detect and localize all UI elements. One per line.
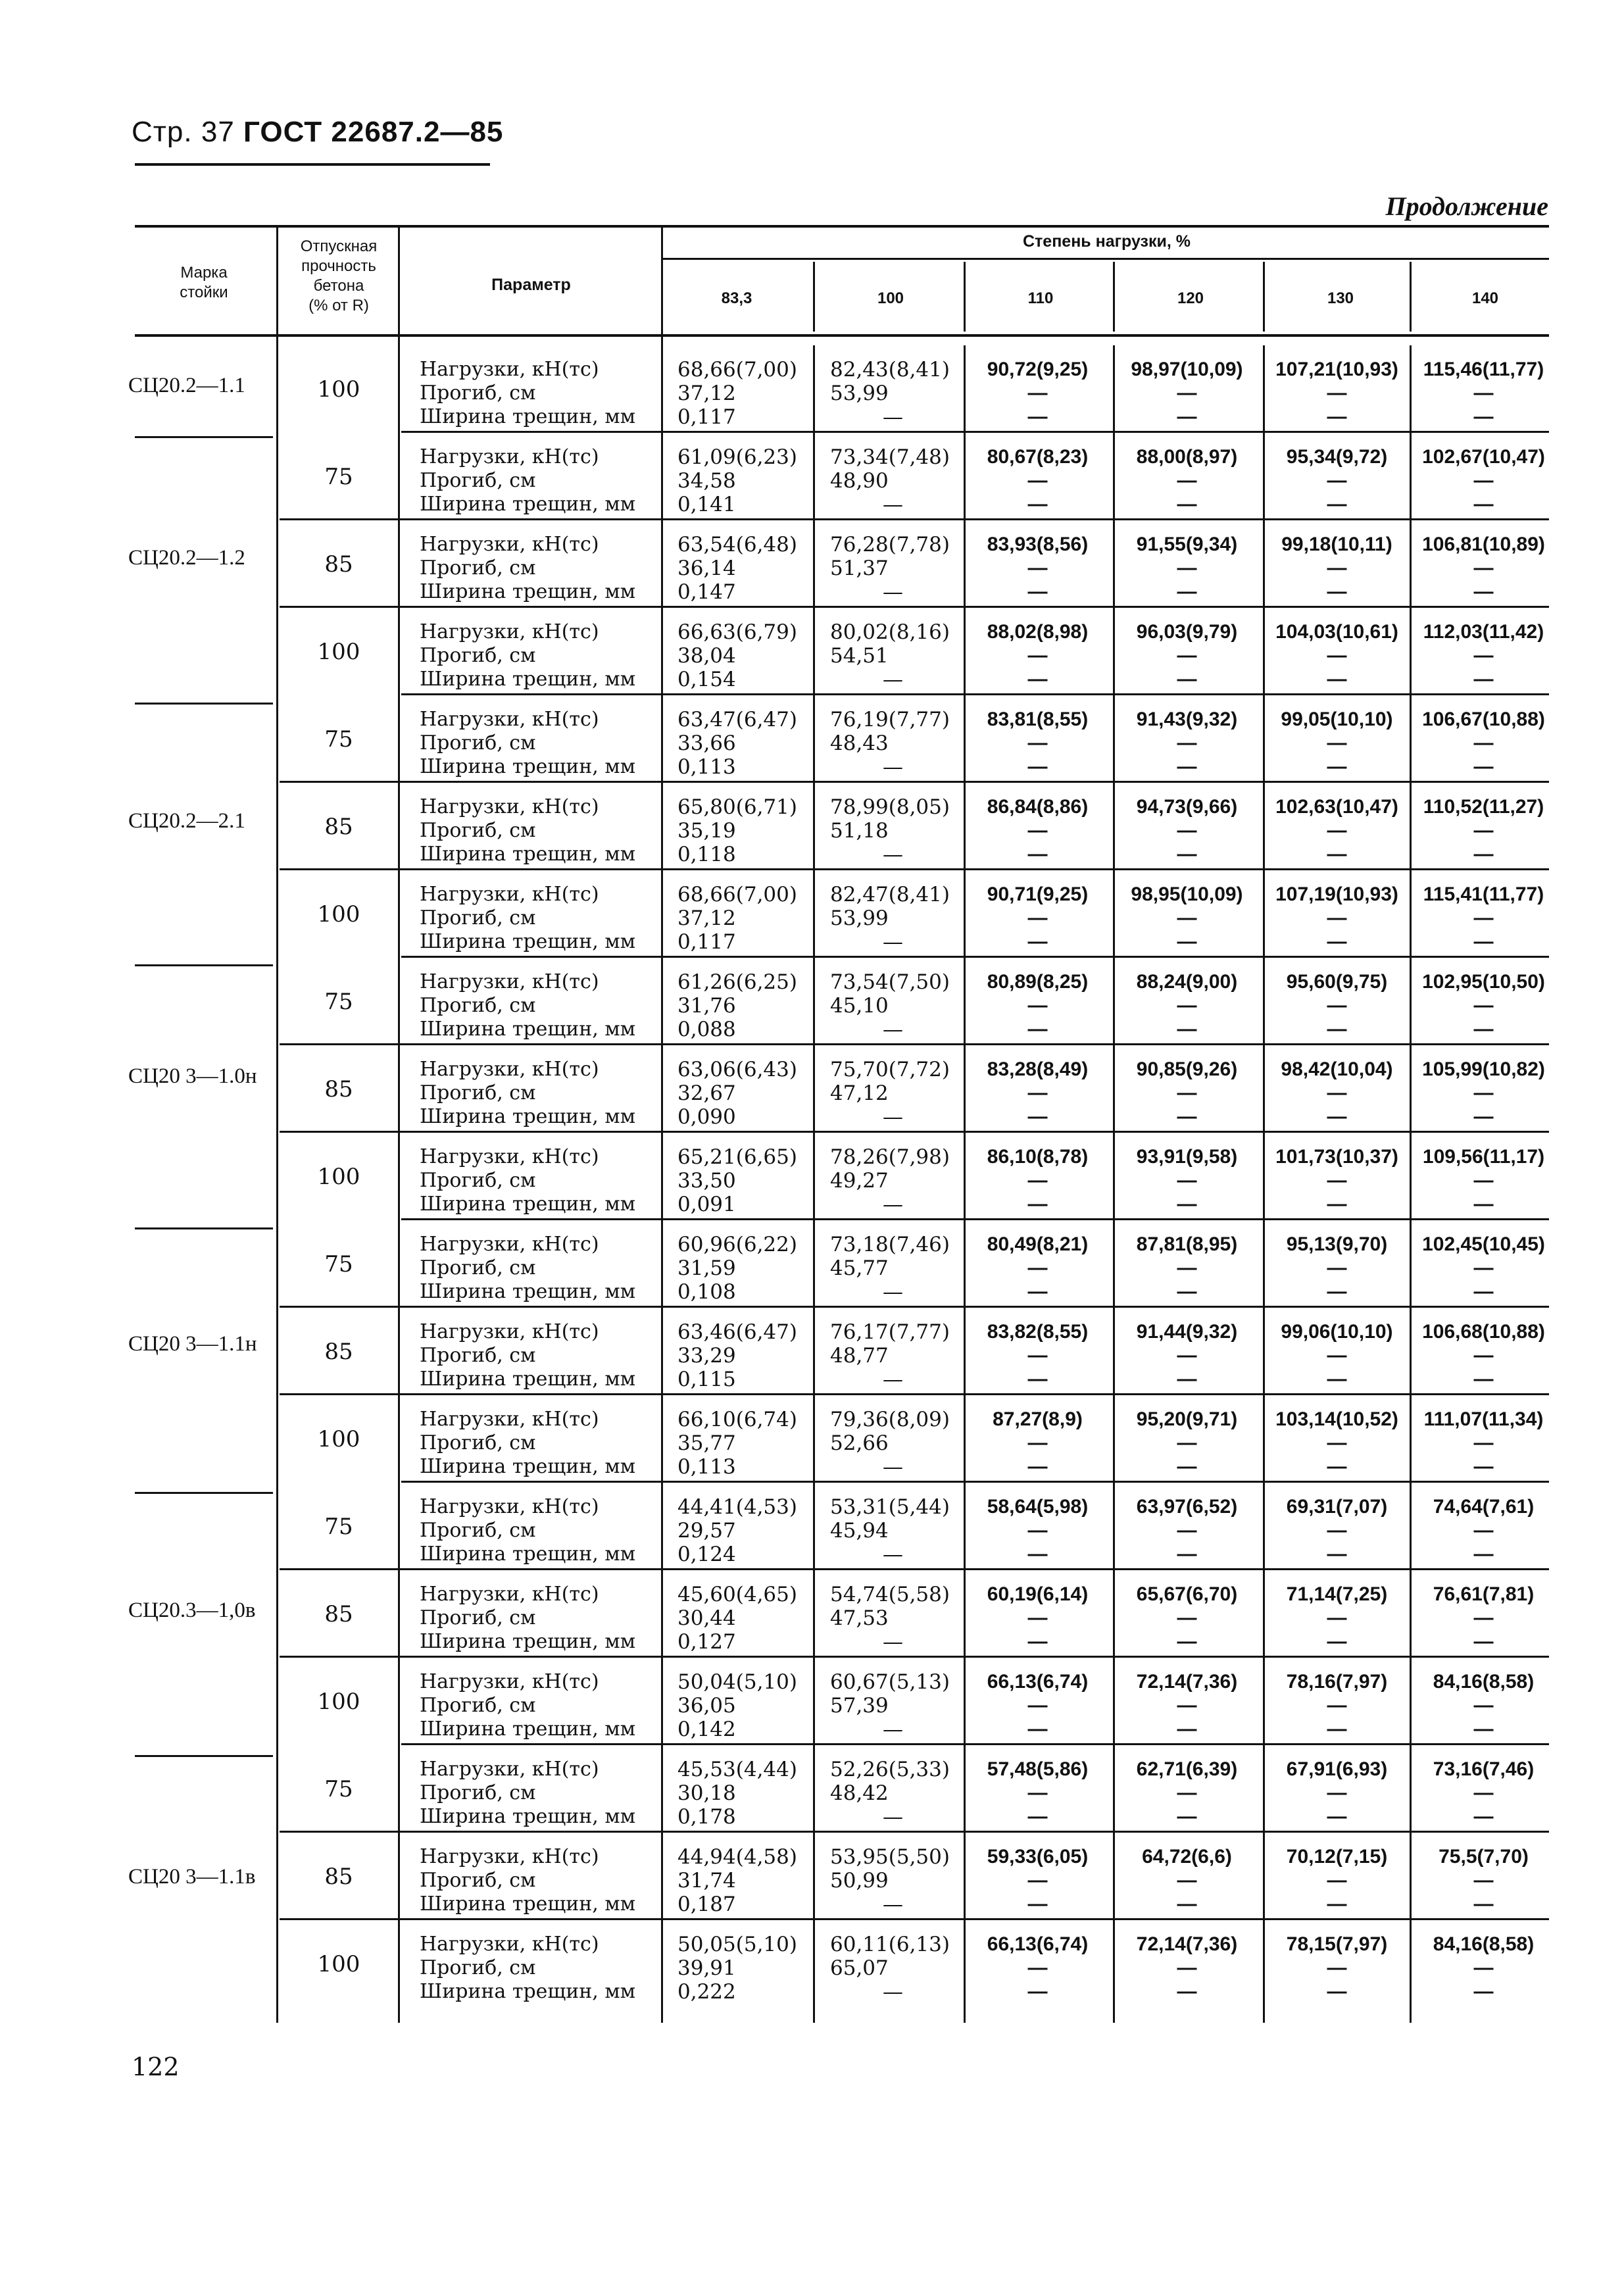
group-mark: СЦ20.2—1.2: [128, 546, 245, 570]
pct-sep: [1113, 262, 1115, 332]
table-row: 85 Нагрузки, кН(тс) Прогиб, см Ширина трещин, мм 63,54(6,48) 36,14 0,147 76,28(7,78) 51,37 — 83,93(8,56) — — 91,55(9,34) — — 99,18(10,11) — — 106,81(10,89) — —: [0, 524, 1624, 611]
group-mark: СЦ20.3—1,0в: [128, 1598, 256, 1622]
table-row: 75 Нагрузки, кН(тс) Прогиб, см Ширина трещин, мм 61,09(6,23) 34,58 0,141 73,34(7,48) 48,90 — 80,67(8,23) — — 88,00(8,97) — — 95,34(9,72) — — 102,67(10,47) — —: [0, 436, 1624, 524]
continuation-label: Продолжение: [1385, 191, 1548, 221]
pct-sep: [964, 262, 966, 332]
table-row: 100 Нагрузки, кН(тс) Прогиб, см Ширина трещин, мм 65,21(6,65) 33,50 0,091 78,26(7,98) 49,27 — 86,10(8,78) — — 93,91(9,58) — — 101,73(10,37) — — 109,56(11,17) — —: [0, 1136, 1624, 1224]
page-number: 122: [132, 2052, 180, 2081]
table-row: 85 Нагрузки, кН(тс) Прогиб, см Ширина трещин, мм 65,80(6,71) 35,19 0,118 78,99(8,05) 51,18 — 86,84(8,86) — — 94,73(9,66) — — 102,63(10,47) — — 110,52(11,27) — —: [0, 786, 1624, 874]
pct-header-110: 110: [1027, 289, 1054, 307]
pct-header-140: 140: [1471, 289, 1499, 307]
table-row: 100 Нагрузки, кН(тс) Прогиб, см Ширина трещин, мм 66,10(6,74) 35,77 0,113 79,36(8,09) 52,66 — 87,27(8,9) — — 95,20(9,71) — — 103,14(10,52) — — 111,07(11,34) — —: [0, 1399, 1624, 1486]
table-row: 75 Нагрузки, кН(тс) Прогиб, см Ширина трещин, мм 60,96(6,22) 31,59 0,108 73,18(7,46) 45,77 — 80,49(8,21) — — 87,81(8,95) — — 95,13(9,70) — — 102,45(10,45) — —: [0, 1224, 1624, 1311]
table-row: 100 Нагрузки, кН(тс) Прогиб, см Ширина трещин, мм 68,66(7,00) 37,12 0,117 82,43(8,41) 53,99 — 90,72(9,25) — — 98,97(10,09) — — 107,21(10,93) — — 115,46(11,77) — —: [0, 349, 1624, 436]
table-row: 75 Нагрузки, кН(тс) Прогиб, см Ширина трещин, мм 63,47(6,47) 33,66 0,113 76,19(7,77) 48,43 — 83,81(8,55) — — 91,43(9,32) — — 99,05(10,10) — — 106,67(10,88) — —: [0, 699, 1624, 786]
table-header-rule: [135, 334, 1549, 337]
pct-header-83: 83,3: [721, 289, 752, 307]
pct-sep: [1410, 262, 1412, 332]
table-row: 85 Нагрузки, кН(тс) Прогиб, см Ширина трещин, мм 63,06(6,43) 32,67 0,090 75,70(7,72) 47,12 — 83,28(8,49) — — 90,85(9,26) — — 98,42(10,04) — — 105,99(10,82) — —: [0, 1049, 1624, 1136]
group-mark: СЦ20 3—1.1в: [128, 1865, 256, 1889]
page-label: Стр. 37: [132, 116, 235, 148]
pct-header-100: 100: [877, 289, 904, 307]
pct-header-130: 130: [1327, 289, 1354, 307]
pct-sep: [1263, 262, 1265, 332]
table-row: 100 Нагрузки, кН(тс) Прогиб, см Ширина трещин, мм 50,04(5,10) 36,05 0,142 60,67(5,13) 57,39 — 66,13(6,74) — — 72,14(7,36) — — 78,16(7,97) — — 84,16(8,58) — —: [0, 1661, 1624, 1748]
col-param-header: Параметр: [491, 276, 571, 294]
page-header: [132, 116, 503, 149]
header-rule: [135, 163, 490, 166]
pct-sep: [813, 262, 815, 332]
table-row: 85 Нагрузки, кН(тс) Прогиб, см Ширина трещин, мм 45,60(4,65) 30,44 0,127 54,74(5,58) 47,53 — 60,19(6,14) — — 65,67(6,70) — — 71,14(7,25) — — 76,61(7,81) — —: [0, 1573, 1624, 1661]
col-mark-header: Марка стойки: [180, 264, 228, 301]
table-row: 75 Нагрузки, кН(тс) Прогиб, см Ширина трещин, мм 44,41(4,53) 29,57 0,124 53,31(5,44) 45,94 — 58,64(5,98) — — 63,97(6,52) — — 69,31(7,07) — — 74,64(7,61) — —: [0, 1486, 1624, 1573]
standard-code: ГОСТ 22687.2—85: [243, 116, 504, 148]
group-mark: СЦ20 3—1.0н: [128, 1064, 257, 1088]
table-row: 85 Нагрузки, кН(тс) Прогиб, см Ширина трещин, мм 63,46(6,47) 33,29 0,115 76,17(7,77) 48,77 — 83,82(8,55) — — 91,44(9,32) — — 99,06(10,10) — — 106,68(10,88) — —: [0, 1311, 1624, 1399]
group-mark: СЦ20.2—1.1: [128, 374, 245, 397]
group-mark: СЦ20.2—2.1: [128, 809, 245, 833]
table-top-rule: [135, 225, 1549, 228]
table-row: 85 Нагрузки, кН(тс) Прогиб, см Ширина трещин, мм 44,94(4,58) 31,74 0,187 53,95(5,50) 50,99 — 59,33(6,05) — — 64,72(6,6) — — 70,12(7,15) — — 75,5(7,70) — —: [0, 1836, 1624, 1923]
table-row: 75 Нагрузки, кН(тс) Прогиб, см Ширина трещин, мм 61,26(6,25) 31,76 0,088 73,54(7,50) 45,10 — 80,89(8,25) — — 88,24(9,00) — — 95,60(9,75) — — 102,95(10,50) — —: [0, 961, 1624, 1049]
pct-header-120: 120: [1177, 289, 1204, 307]
col-load-degree-header: Степень нагрузки, %: [1023, 232, 1191, 251]
table-row: 100 Нагрузки, кН(тс) Прогиб, см Ширина трещин, мм 66,63(6,79) 38,04 0,154 80,02(8,16) 54,51 — 88,02(8,98) — — 96,03(9,79) — — 104,03(10,61) — — 112,03(11,42) — —: [0, 611, 1624, 699]
col-strength-header: Отпускная прочность бетона (% от R): [300, 237, 378, 314]
table-row: 100 Нагрузки, кН(тс) Прогиб, см Ширина трещин, мм 68,66(7,00) 37,12 0,117 82,47(8,41) 53,99 — 90,71(9,25) — — 98,95(10,09) — — 107,19(10,93) — — 115,41(11,77) — —: [0, 874, 1624, 961]
table-row: 100 Нагрузки, кН(тс) Прогиб, см Ширина трещин, мм 50,05(5,10) 39,91 0,222 60,11(6,13) 65,07 — 66,13(6,74) — — 72,14(7,36) — — 78,15(7,97) — — 84,16(8,58) — —: [317, 1933, 1535, 2004]
group-mark: СЦ20 3—1.1н: [128, 1332, 257, 1356]
load-header-rule: [663, 258, 1549, 260]
table-row: 75 Нагрузки, кН(тс) Прогиб, см Ширина трещин, мм 45,53(4,44) 30,18 0,178 52,26(5,33) 48,42 — 57,48(5,86) — — 62,71(6,39) — — 67,91(6,93) — — 73,16(7,46) — —: [0, 1748, 1624, 1836]
